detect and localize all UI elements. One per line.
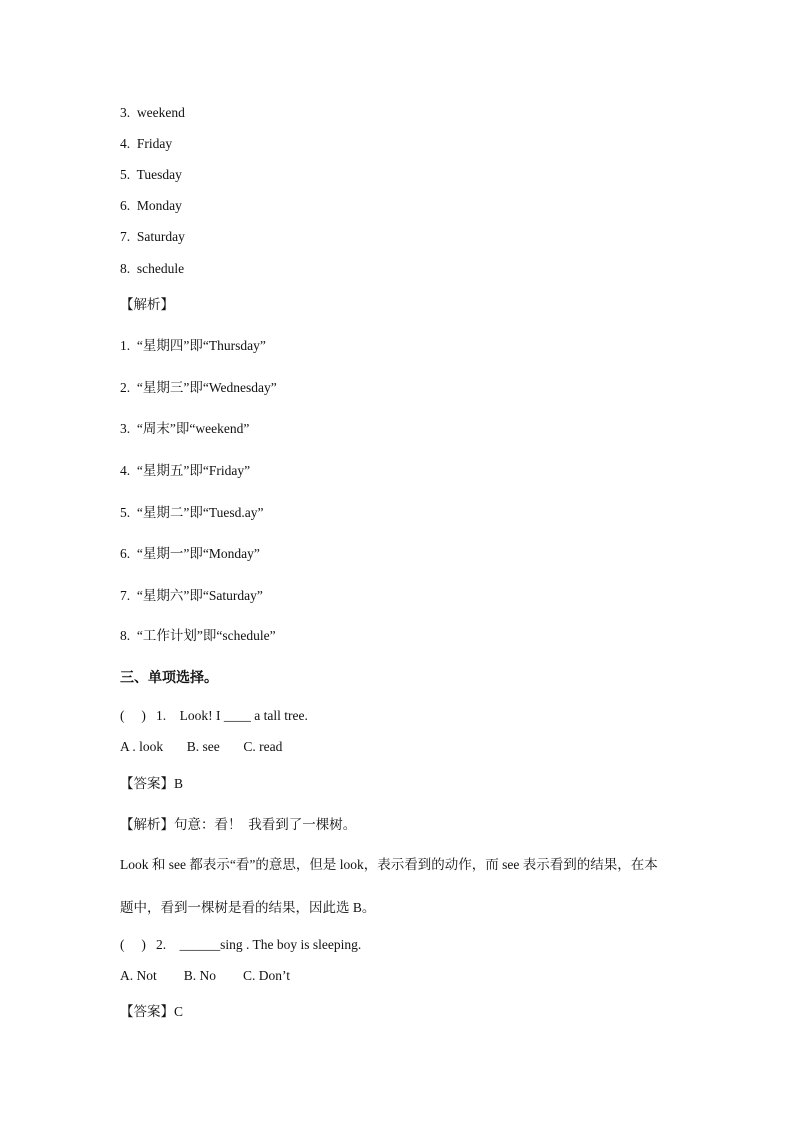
analysis-item-5: 5. “星期二”即“Tuesd.ay” [120,505,264,520]
question-1-analysis-line-3: 题中，看到一棵树是看的结果，因此选 B。 [120,900,376,915]
question-2-options: A. Not B. No C. Don’t [120,968,291,983]
question-2-stem: ( ) 2. ______sing . The boy is sleeping. [120,937,362,952]
analysis-heading: 【解析】 [120,297,174,312]
analysis-item-6: 6. “星期一”即“Monday” [120,546,260,561]
analysis-item-1: 1. “星期四”即“Thursday” [120,338,266,353]
question-1-stem: ( ) 1. Look! I ____ a tall tree. [120,708,308,723]
analysis-item-3: 3. “周末”即“weekend” [120,421,250,436]
answer-item-8: 8. schedule [120,261,185,276]
analysis-item-7: 7. “星期六”即“Saturday” [120,588,263,603]
section-title: 三、单项选择。 [120,671,218,686]
question-1-answer: 【答案】B [120,776,184,791]
question-1-options: A . look B. see C. read [120,739,283,754]
answer-item-3: 3. weekend [120,105,185,120]
analysis-item-8: 8. “工作计划”即“schedule” [120,628,276,643]
answer-item-4: 4. Friday [120,136,173,151]
answer-item-6: 6. Monday [120,198,182,213]
question-2-answer: 【答案】C [120,1004,184,1019]
analysis-item-2: 2. “星期三”即“Wednesday” [120,380,277,395]
analysis-item-4: 4. “星期五”即“Friday” [120,463,251,478]
question-1-analysis-line-2: Look 和 see 都表示“看”的意思，但是 look，表示看到的动作，而 see 表示看到的结果，在本 [120,857,658,872]
answer-item-5: 5. Tuesday [120,167,182,182]
question-1-analysis: 【解析】句意：看！ 我看到了一棵树。 [120,817,357,832]
answer-item-7: 7. Saturday [120,229,185,244]
